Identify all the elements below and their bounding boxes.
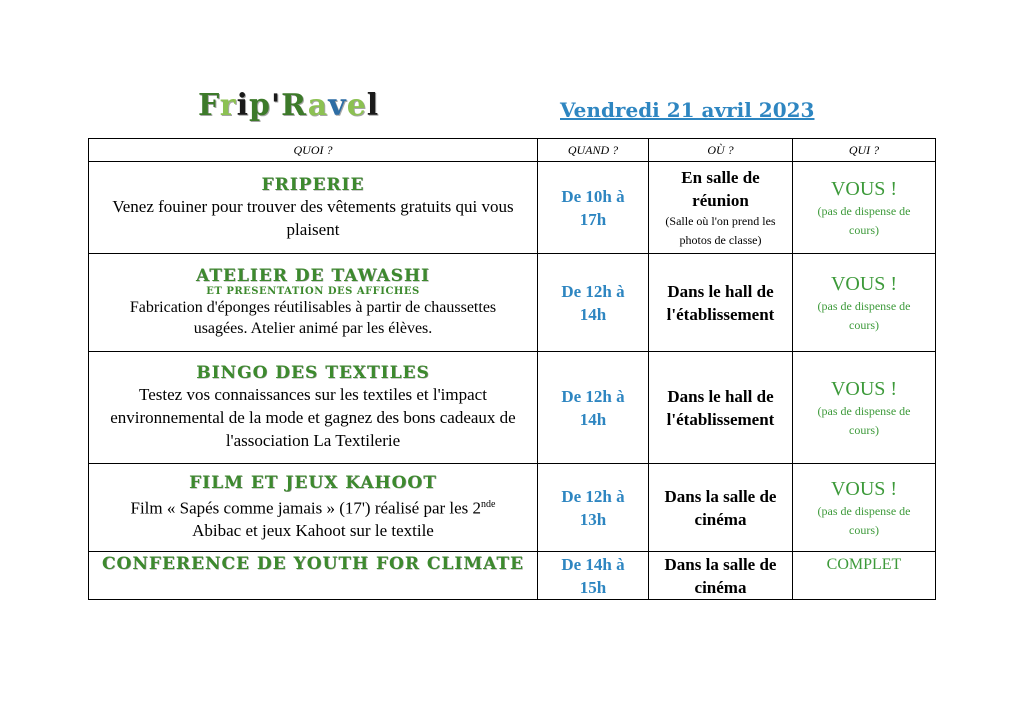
logo-letter: l — [366, 88, 380, 123]
table-row — [89, 254, 936, 352]
activity-title: CONFERENCE DE YOUTH FOR CLIMATE — [102, 554, 524, 574]
schedule-table — [88, 138, 936, 600]
audience: VOUS ! — [830, 177, 898, 200]
description-text-end: Abibac et jeux Kahoot sur le textile — [192, 521, 434, 541]
logo-letter: p — [249, 88, 271, 123]
header-what: QUOI ? — [89, 139, 538, 162]
who-cell — [793, 162, 936, 254]
audience: COMPLET — [826, 556, 902, 573]
activity-title: FILM ET JEUX KAHOOT — [189, 472, 437, 493]
location: En salle de réunion — [681, 167, 760, 210]
activity-description: Venez fouiner pour trouver des vêtements gratuits qui vous plaisent — [112, 196, 514, 239]
location-note: (Salle où l'on prend les photos de classe) — [665, 213, 776, 247]
where-cell — [649, 552, 793, 600]
logo-letter: R — [281, 88, 308, 123]
activity-cell — [89, 254, 538, 352]
header-when: QUAND ? — [538, 139, 649, 162]
header-where: OÙ ? — [649, 139, 793, 162]
audience: VOUS ! — [830, 272, 898, 295]
logo-letter: v — [328, 88, 347, 123]
time-range: De 10h à 17h — [561, 186, 625, 229]
audience-note: (pas de dispense de cours) — [817, 203, 911, 237]
who-cell — [793, 464, 936, 552]
logo-letter: ' — [270, 88, 282, 123]
where-cell — [649, 352, 793, 464]
when-cell — [538, 162, 649, 254]
table-row — [89, 552, 936, 600]
where-cell — [649, 464, 793, 552]
location: Dans le hall de l'établissement — [666, 281, 775, 324]
activity-cell — [89, 162, 538, 254]
logo-letter: r — [219, 88, 237, 123]
activity-cell — [89, 352, 538, 464]
activity-cell — [89, 552, 538, 600]
who-cell — [793, 254, 936, 352]
activity-description: Testez vos connaissances sur les textiles et l'impact environnemental de la mode et gagnez des bons cadeaux de l'association La Textilerie — [110, 385, 516, 450]
who-cell — [793, 352, 936, 464]
table-row — [89, 464, 936, 552]
time-range: De 14h à 15h — [561, 554, 625, 597]
audience: VOUS ! — [830, 477, 898, 500]
table-header-row — [89, 139, 936, 162]
when-cell — [538, 352, 649, 464]
location: Dans la salle de cinéma — [664, 554, 777, 597]
activity-cell — [89, 464, 538, 552]
audience-note: (pas de dispense de cours) — [817, 503, 911, 537]
time-range: De 12h à 14h — [561, 386, 625, 429]
time-range: De 12h à 14h — [561, 281, 625, 324]
location: Dans la salle de cinéma — [664, 486, 777, 529]
logo-letter: e — [346, 88, 367, 123]
time-range: De 12h à 13h — [561, 486, 625, 529]
activity-title: FRIPERIE — [261, 174, 365, 195]
logo-frip-ravel — [198, 88, 379, 123]
when-cell — [538, 254, 649, 352]
table-row — [89, 352, 936, 464]
where-cell — [649, 254, 793, 352]
audience-note: (pas de dispense de cours) — [817, 298, 911, 332]
table-row — [89, 162, 936, 254]
activity-description — [93, 493, 533, 543]
where-cell — [649, 162, 793, 254]
audience-note: (pas de dispense de cours) — [817, 403, 911, 437]
location: Dans le hall de l'établissement — [666, 386, 775, 429]
activity-title: BINGO DES TEXTILES — [196, 363, 430, 383]
who-cell — [793, 552, 936, 600]
activity-subtitle: ET PRESENTATION DES AFFICHES — [206, 286, 420, 297]
when-cell — [538, 552, 649, 600]
description-text: Film « Sapés comme jamais » (17') réalisé par les 2 — [130, 498, 482, 518]
audience: VOUS ! — [830, 377, 898, 400]
logo-letter: a — [307, 88, 329, 123]
header-who: QUI ? — [793, 139, 936, 162]
logo-letter: i — [236, 88, 249, 123]
activity-title: ATELIER DE TAWASHI — [196, 266, 430, 286]
logo-letter: F — [198, 88, 220, 123]
when-cell — [538, 464, 649, 552]
event-date: Vendredi 21 avril 2023 — [560, 98, 815, 122]
activity-description: Fabrication d'éponges réutilisables à partir de chaussettes usagées. Atelier animé par les élèves. — [129, 299, 497, 337]
description-superscript: nde — [481, 498, 496, 510]
